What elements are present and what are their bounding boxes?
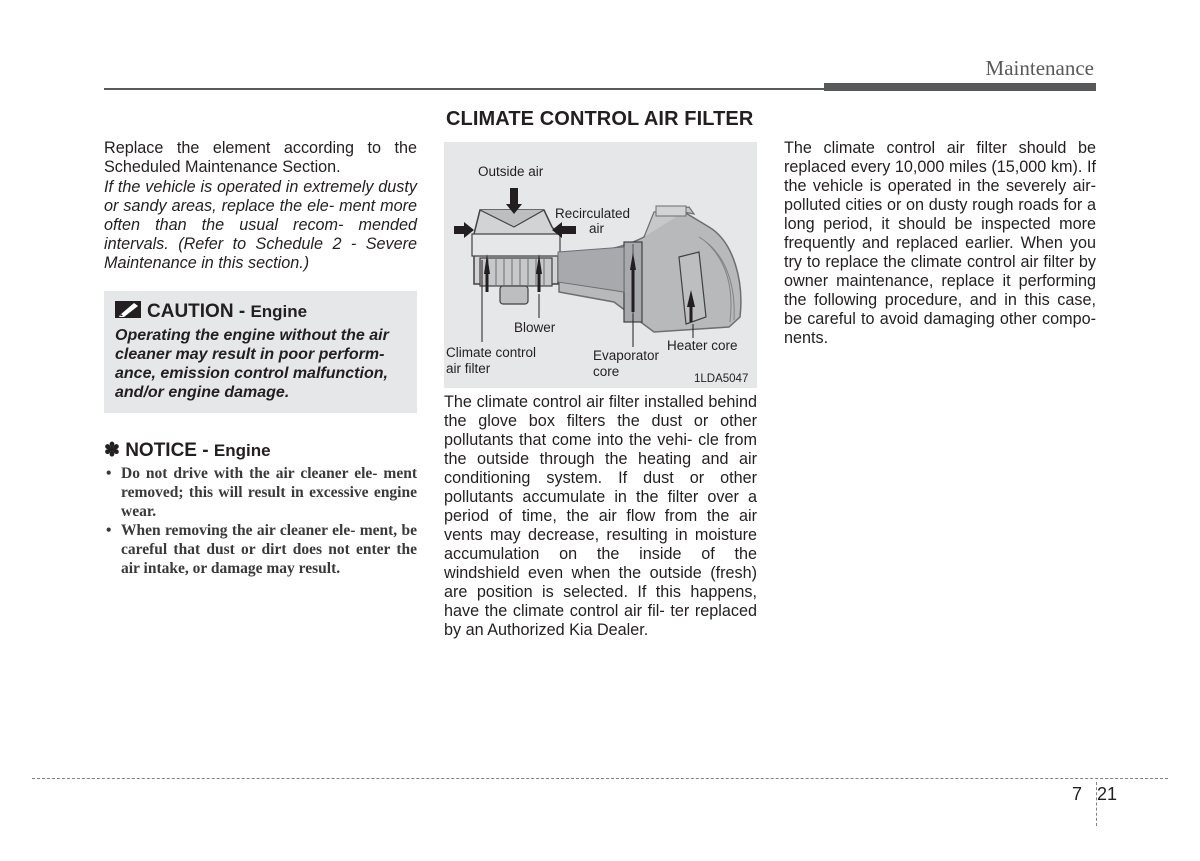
notice-list bbox=[104, 464, 417, 578]
footer-rule bbox=[32, 778, 1168, 779]
label-air-filter: air filter bbox=[446, 361, 491, 376]
header-rule bbox=[104, 88, 824, 90]
notice-item bbox=[104, 464, 417, 521]
intro-italic-paragraph: If the vehicle is operated in extremely dusty or sandy areas, replace the ele- ment more often than the usual recom- mended intervals. (Refer to Schedule 2 - Severe Maintenance in this section.) bbox=[104, 178, 417, 272]
intro-paragraph: Replace the element according to the Scheduled Maintenance Section. bbox=[104, 139, 417, 176]
bullet-icon: • bbox=[106, 522, 112, 539]
caution-heading bbox=[115, 301, 307, 323]
caution-subtitle: Engine bbox=[250, 302, 308, 321]
notice-item bbox=[104, 521, 417, 578]
notice-title: NOTICE - bbox=[125, 440, 214, 461]
bullet-icon: • bbox=[106, 465, 112, 482]
notice-subtitle: Engine bbox=[213, 441, 271, 460]
label-blower: Blower bbox=[514, 320, 556, 335]
label-evaporator: Evaporator bbox=[593, 348, 660, 363]
chapter-number: 7 bbox=[1072, 784, 1083, 804]
caution-title: CAUTION - bbox=[147, 301, 251, 322]
label-heater-core: Heater core bbox=[667, 338, 738, 353]
label-recirculated: Recirculated bbox=[555, 206, 631, 221]
notice-item-text: Do not drive with the air cleaner ele- ment removed; this will result in excessive engine wear. bbox=[121, 465, 417, 520]
page-index: 21 bbox=[1097, 784, 1118, 804]
right-paragraph: The climate control air filter should be replaced every 10,000 miles (15,000 km). If the vehicle is operated in the severely air-polluted cities or on dusty rough roads for a long period, it should be inspected more frequently and replaced earlier. When you try to replace the climate control air filter by owner maintenance, replace it performing the following procedure, and in this case, be careful to avoid damaging other compo- nents. bbox=[784, 139, 1096, 347]
notice-item-text: When removing the air cleaner ele- ment, be careful that dust or dirt does not enter the air intake, or damage may result. bbox=[121, 522, 417, 577]
figure-code: 1LDA5047 bbox=[694, 373, 749, 385]
running-header: Maintenance bbox=[985, 56, 1094, 80]
section-title: CLIMATE CONTROL AIR FILTER bbox=[446, 108, 754, 130]
label-outside-air: Outside air bbox=[478, 164, 544, 179]
middle-paragraph: The climate control air filter installed behind the glove box filters the dust or other pollutants that come into the vehi- cle from the outside through the heating and air conditioning system. If dust or other pollutants accumulate in the filter over a period of time, the air flow from the air vents may decrease, resulting in moisture accumulation on the inside of the windshield even when the outside (fresh) are position is selected. If this happens, have the climate control air fil- ter replaced by an Authorized Kia Dealer. bbox=[444, 393, 757, 639]
caution-box bbox=[104, 291, 417, 413]
caution-body: Operating the engine without the air cleaner may result in poor perform- ance, emission control malfunction, and/or engine damage. bbox=[115, 327, 389, 401]
caution-pencil-icon bbox=[115, 301, 141, 318]
page-number-separator bbox=[1096, 782, 1097, 826]
label-recirculated-air: air bbox=[589, 221, 605, 236]
air-filter-diagram bbox=[444, 142, 757, 388]
page-number bbox=[1072, 784, 1117, 805]
label-climate-control: Climate control bbox=[446, 345, 537, 360]
header-bar bbox=[824, 83, 1096, 91]
label-evaporator-core: core bbox=[593, 364, 620, 379]
notice-star-icon: ✽ bbox=[104, 440, 120, 461]
intro-text bbox=[104, 139, 417, 273]
notice-heading bbox=[104, 439, 271, 462]
